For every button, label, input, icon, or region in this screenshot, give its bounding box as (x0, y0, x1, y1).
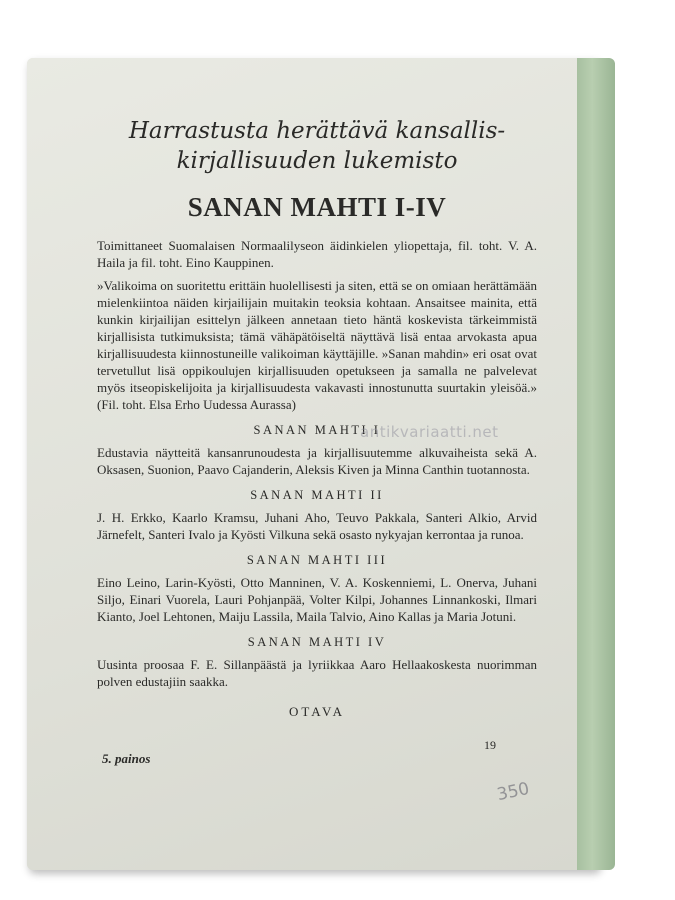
editors-paragraph: Toimittaneet Suomalaisen Normaalilyseon äidinkielen yliopettaja, fil. toht. V. A. Haila ja fil. toht. Eino Kauppinen. (97, 238, 537, 270)
series-title: SANAN MAHTI I-IV (187, 192, 447, 222)
section-title-4: SANAN MAHTI IV (247, 635, 387, 649)
tagline-line-1: Harrastusta herättävä kansallis- (128, 118, 506, 144)
section-text-3: Eino Leino, Larin-Kyösti, Otto Manninen, V. A. Koskenniemi, L. Onerva, Juhani Siljo, Einari Vuorela, Lauri Pohjanpää, Volter Kilpi, Johannes Linnankoski, Ilmari Kianto, Joel Lehtonen, Maiju Lassila, Maila Talvio, Aino Kallas ja Maria Jotuni. (97, 575, 537, 624)
edition-label: 5. painos (102, 751, 151, 766)
section-text-1: Edustavia näytteitä kansanrunoudesta ja kirjallisuutemme alkuvaiheista sekä A. Oksasen, Suonion, Paavo Cajanderin, Aleksis Kiven ja Minna Canthin tuotannosta. (97, 445, 537, 477)
publisher: OTAVA (288, 704, 346, 719)
section-title-3: SANAN MAHTI III (246, 553, 388, 567)
book-spine (577, 58, 615, 870)
section-title-1: SANAN MAHTI I (253, 423, 381, 437)
page-number: 19 (484, 738, 496, 752)
section-text-2: J. H. Erkko, Kaarlo Kramsu, Juhani Aho, Teuvo Pakkala, Santeri Alkio, Arvid Järnefelt, Santeri Ivalo ja Kyösti Vilkuna sekä osasto nykyajan kerrontaa ja runoa. (97, 510, 537, 542)
section-text-4: Uusinta proosaa F. E. Sillanpäästä ja lyriikkaa Aaro Hellaakoskesta nuorimman polven edustajiin saakka. (97, 657, 537, 689)
tagline (97, 116, 537, 176)
review-quote: »Valikoima on suoritettu erittäin huolellisesti ja siten, että se on omiaan herättämään mielenkiintoa näiden kirjailijain muitakin teoksia kohtaan. Ansaitsee mainita, että kunkin kirjailijan esittelyn jälkeen annetaan tieto häntä koskevista tärkeimmistä kirjallisista tutkimuksista; tämä vähäpätöiseltä näyttävä lisä entaa arvokasta apua kirjallisuudesta kiinnostuneille valikoiman käyttäjille. »Sanan mahdin» eri osat ovat tervetullut lisä oppikoulujen kirjallisuuden opetukseen ja samalla ne palvelevat myös itseopiskelijoita ja kirjallisuudesta vakavasti innostunutta suurtakin yleisöä.» (Fil. toht. Elsa Erho Uudessa Aurassa) (97, 278, 537, 412)
tagline-line-2: kirjallisuuden lukemisto (176, 148, 458, 174)
pencil-price-mark: 350 (495, 778, 532, 806)
section-title-2: SANAN MAHTI II (250, 488, 384, 502)
cover-paper (27, 58, 579, 870)
watermark: antikvariaatti.net (360, 423, 499, 441)
cover-text-block (97, 116, 537, 720)
book-back-cover (27, 58, 599, 870)
